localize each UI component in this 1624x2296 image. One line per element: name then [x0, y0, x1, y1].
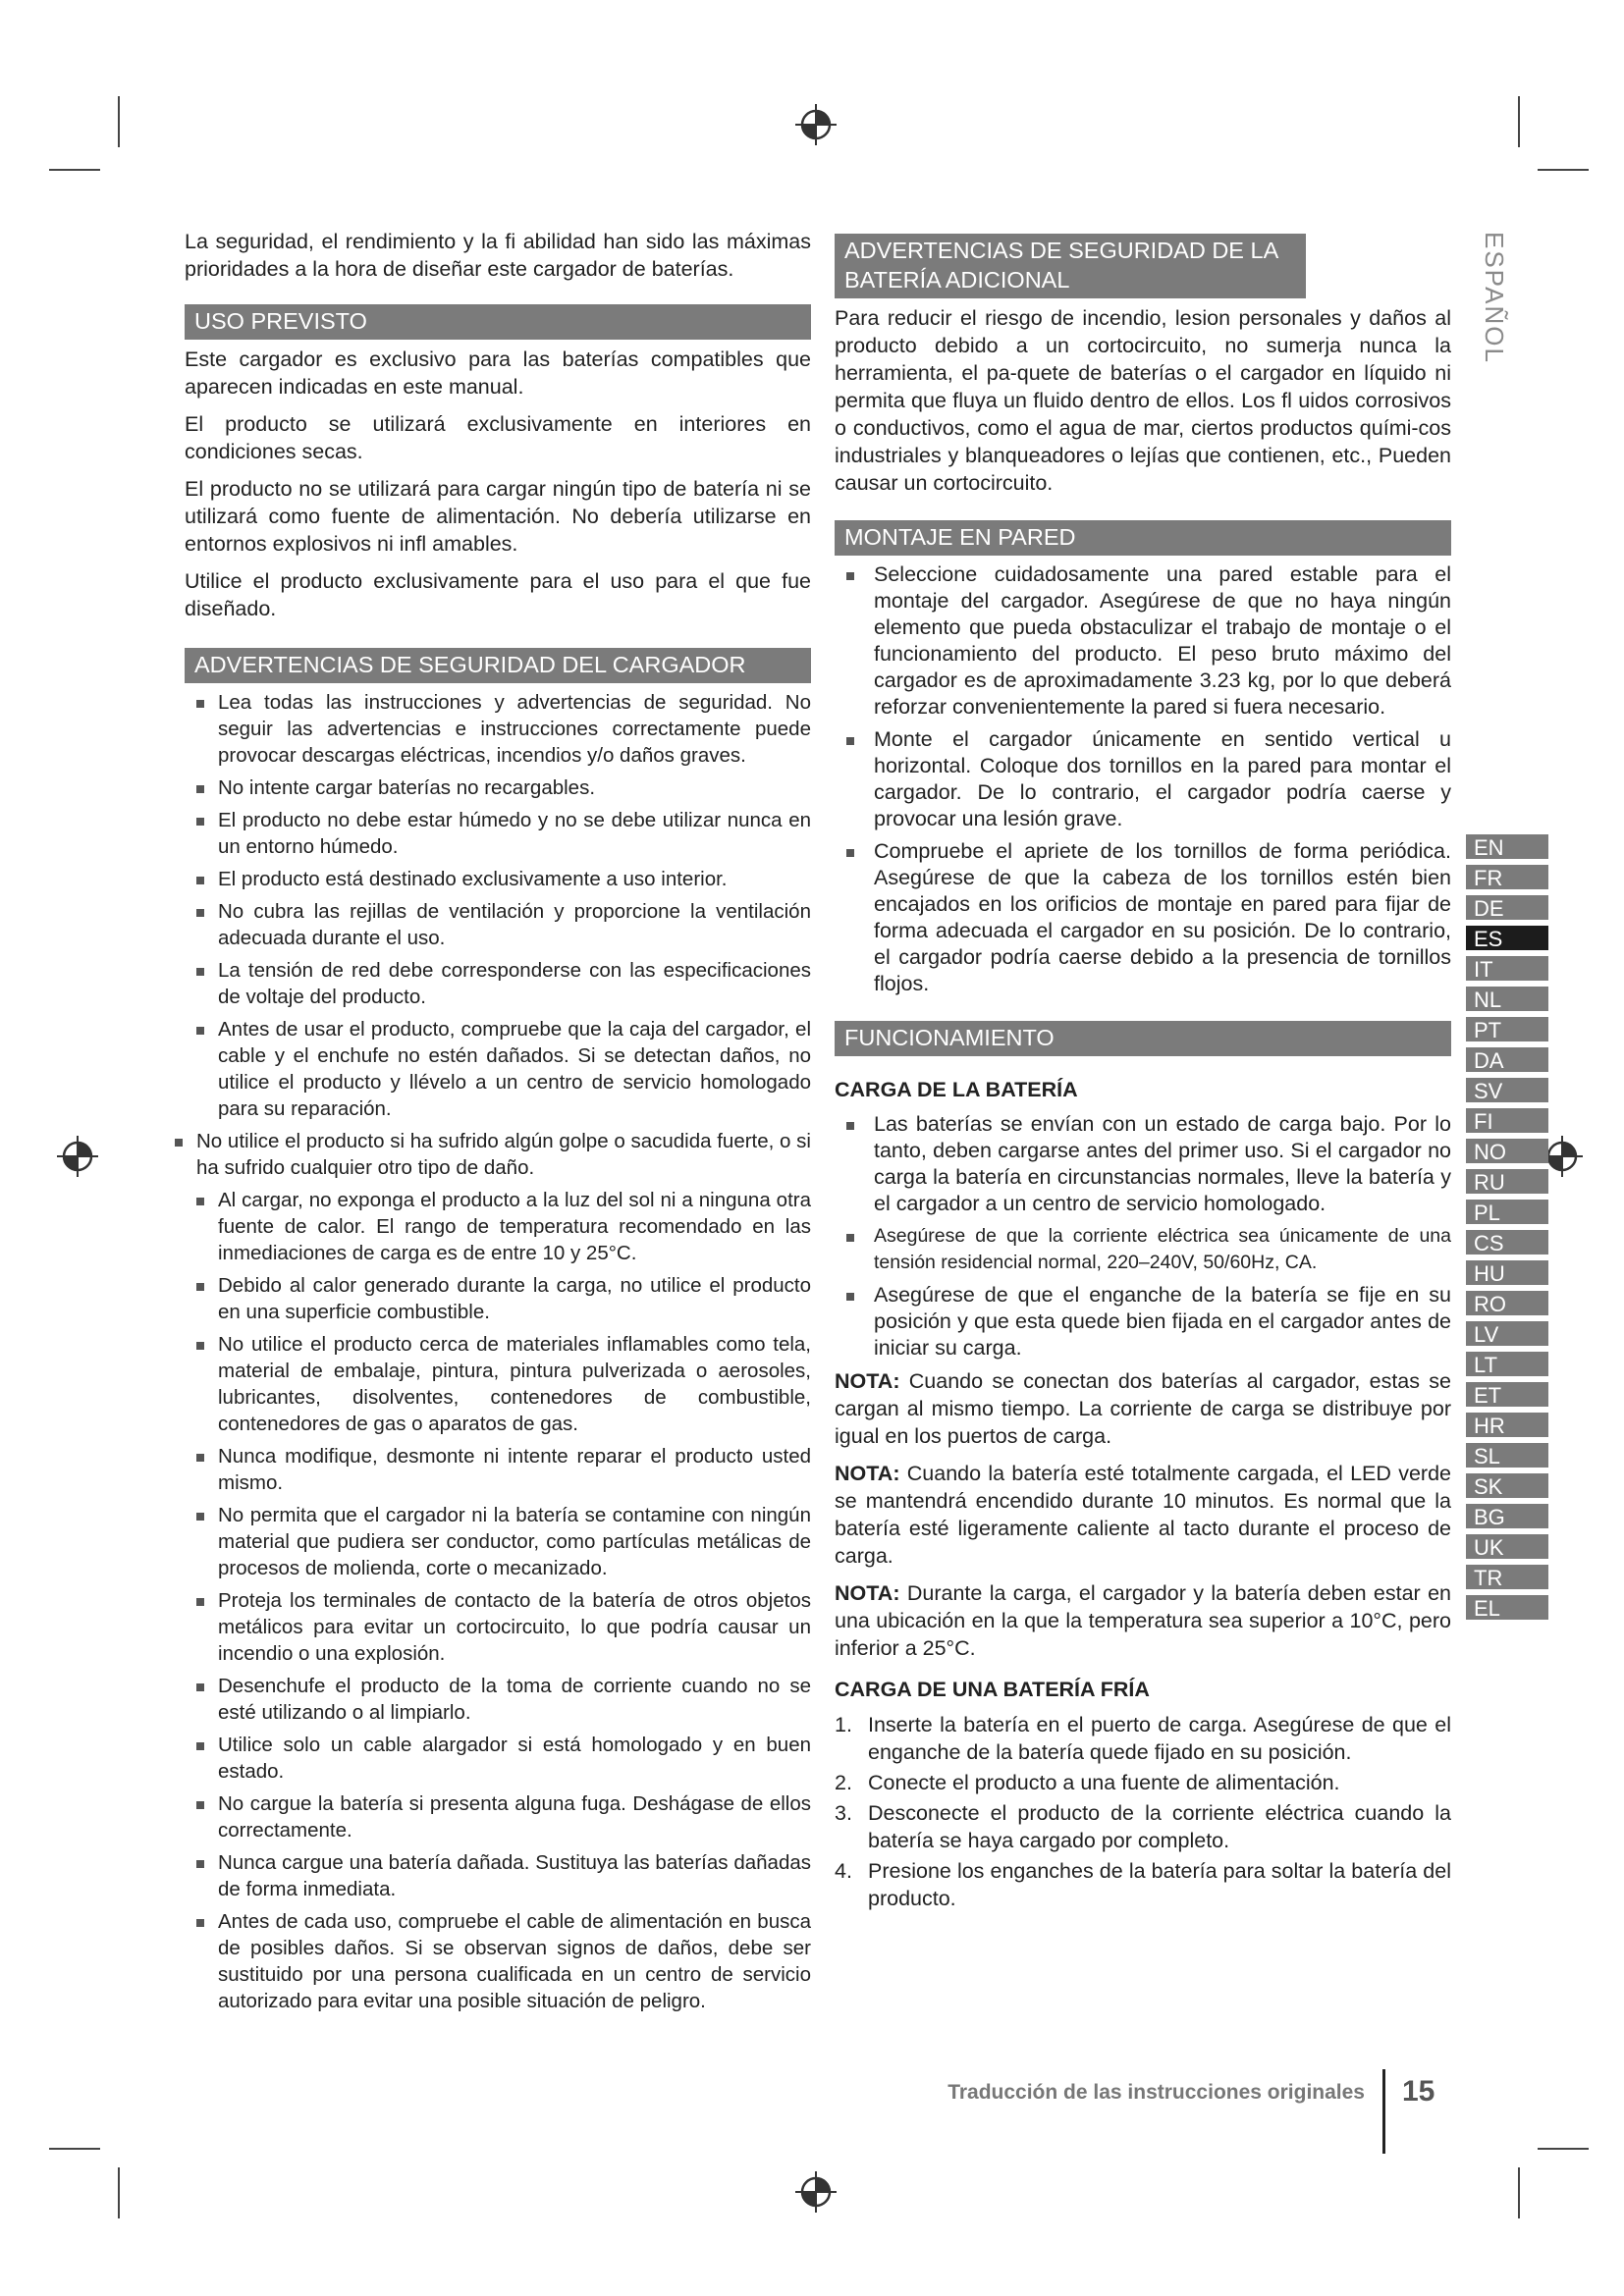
crop-mark	[1538, 2148, 1589, 2150]
language-tab-et[interactable]: ET	[1466, 1380, 1548, 1407]
language-tab-sk[interactable]: SK	[1466, 1471, 1548, 1498]
language-side-label: ESPAÑOL	[1480, 232, 1509, 364]
list-item: No utilice el producto cerca de materiales inflamables como tela, material de embalaje, pintura, pintura pulverizada o aerosoles, lubricantes, disolventes, contenedores de combustible, contenedores de gas o aparatos de gas.	[185, 1331, 811, 1437]
registration-mark-icon	[55, 1134, 100, 1179]
list-item: No cargue la batería si presenta alguna fuga. Deshágase de ellos correctamente.	[185, 1790, 811, 1843]
note-text: Cuando la batería esté totalmente cargada, el LED verde se mantendrá encendido durante 10 minutos. Es normal que la batería esté ligeramente caliente al tacto durante el proceso de carga.	[835, 1462, 1451, 1568]
page-number: 15	[1402, 2075, 1435, 2108]
section-heading-uso-previsto: USO PREVISTO	[185, 304, 811, 340]
list-item: Nunca modifique, desmonte ni intente reparar el producto usted mismo.	[185, 1443, 811, 1496]
paragraph: Para reducir el riesgo de incendio, lesion personales y daños al producto debido a un cortocircuito, no sumerja nunca la herramienta, el pa-quete de baterías o el cargador en líquido ni permita que fluya un fluido dentro de ellos. Los fl uidos corrosivos o conductivos, como el agua de mar, ciertos productos quími-cos industriales y blanqueadores o lejías que contienen, etc., Pueden causar un cortocircuito.	[835, 306, 1451, 495]
language-tab-lt[interactable]: LT	[1466, 1350, 1548, 1376]
step-item	[835, 1799, 1451, 1854]
crop-mark	[1518, 96, 1520, 147]
registration-mark-icon	[793, 2169, 839, 2215]
paragraph: Utilice el producto exclusivamente para el uso para el que fue diseñado.	[185, 569, 811, 620]
note-text: Cuando se conectan dos baterías al cargador, estas se cargan al mismo tiempo. La corriente de carga se distribuye por igual en los puertos de carga.	[835, 1369, 1451, 1448]
crop-mark	[1518, 2167, 1520, 2218]
language-tab-sl[interactable]: SL	[1466, 1441, 1548, 1468]
note-label: NOTA:	[835, 1369, 900, 1393]
language-tab-pt[interactable]: PT	[1466, 1015, 1548, 1041]
list-item: Asegúrese de que la corriente eléctrica sea únicamente de una tensión residencial normal, 220–240V, 50/60Hz, CA.	[835, 1223, 1451, 1276]
note	[835, 1460, 1451, 1570]
list-item: Proteja los terminales de contacto de la batería de otros objetos metálicos para evitar un cortocircuito, lo que podría causar un incendio o una explosión.	[185, 1587, 811, 1667]
list-item: El producto está destinado exclusivamente a uso interior.	[185, 866, 811, 892]
subheading-carga: CARGA DE LA BATERÍA	[835, 1078, 1078, 1101]
language-tab-es[interactable]: ES	[1466, 924, 1548, 950]
list-item: Lea todas las instrucciones y advertencias de seguridad. No seguir las advertencias e instrucciones correctamente puede provocar descargas eléctricas, incendios y/o daños graves.	[185, 689, 811, 769]
paragraph: Este cargador es exclusivo para las baterías compatibles que aparecen indicadas en este manual.	[185, 347, 811, 399]
list-item: Debido al calor generado durante la carga, no utilice el producto en una superficie combustible.	[185, 1272, 811, 1325]
language-tab-uk[interactable]: UK	[1466, 1532, 1548, 1559]
list-item: Nunca cargue una batería dañada. Sustituya las baterías dañadas de forma inmediata.	[185, 1849, 811, 1902]
step-item	[835, 1769, 1451, 1796]
list-item: Seleccione cuidadosamente una pared estable para el montaje del cargador. Asegúrese de que no haya ningún elemento que pueda obstaculizar el trabajo de montaje o el funcionamiento del producto. El peso bruto máximo del cargador es de aproximadamente 3.23 kg, por lo que deberá reforzar convenientemente la pared si fuera necesario.	[835, 561, 1451, 721]
section-heading-bateria-adicional: ADVERTENCIAS DE SEGURIDAD DE LA BATERÍA ADICIONAL	[835, 234, 1306, 298]
step-number: 3.	[835, 1801, 852, 1825]
section-heading-montaje: MONTAJE EN PARED	[835, 520, 1451, 556]
language-tab-fr[interactable]: FR	[1466, 863, 1548, 889]
step-text: Desconecte el producto de la corriente eléctrica cuando la batería se haya cargado por completo.	[868, 1801, 1451, 1852]
step-number: 1.	[835, 1713, 852, 1736]
step-item	[835, 1711, 1451, 1766]
language-tab-nl[interactable]: NL	[1466, 985, 1548, 1011]
language-tab-pl[interactable]: PL	[1466, 1198, 1548, 1224]
language-tab-en[interactable]: EN	[1466, 832, 1548, 859]
list-item: Asegúrese de que el enganche de la batería se fije en su posición y que esta quede bien fijada en el cargador antes de iniciar su carga.	[835, 1282, 1451, 1362]
step-text: Conecte el producto a una fuente de alimentación.	[868, 1771, 1340, 1794]
crop-mark	[1538, 169, 1589, 171]
language-tab-sv[interactable]: SV	[1466, 1076, 1548, 1102]
intro-paragraph: La seguridad, el rendimiento y la fi abilidad han sido las máximas prioridades a la hora de diseñar este cargador de baterías.	[185, 230, 811, 281]
crop-mark	[49, 169, 100, 171]
footer-divider	[1382, 2069, 1385, 2154]
language-tab-lv[interactable]: LV	[1466, 1319, 1548, 1346]
footer-translation-note: Traducción de las instrucciones originales	[947, 2081, 1365, 2104]
note-label: NOTA:	[835, 1581, 900, 1605]
note-text: Durante la carga, el cargador y la batería deben estar en una ubicación en la que la temperatura sea superior a 10°C, pero inferior a 25°C.	[835, 1581, 1451, 1660]
mounting-list	[835, 561, 1451, 997]
cold-battery-steps	[835, 1711, 1451, 1912]
language-tab-el[interactable]: EL	[1466, 1593, 1548, 1620]
step-text: Presione los enganches de la batería para soltar la batería del producto.	[868, 1859, 1451, 1910]
language-tab-no[interactable]: NO	[1466, 1137, 1548, 1163]
language-tab-cs[interactable]: CS	[1466, 1228, 1548, 1255]
section-heading-funcionamiento: FUNCIONAMIENTO	[835, 1021, 1451, 1056]
language-tab-hr[interactable]: HR	[1466, 1411, 1548, 1437]
charging-list	[835, 1111, 1451, 1362]
warning-list	[185, 689, 811, 2014]
language-tab-fi[interactable]: FI	[1466, 1106, 1548, 1133]
note	[835, 1579, 1451, 1662]
language-tab-tr[interactable]: TR	[1466, 1563, 1548, 1589]
list-item: Al cargar, no exponga el producto a la luz del sol ni a ninguna otra fuente de calor. El rango de temperatura recomendado en las inmediaciones de carga es de entre 10 y 25°C.	[185, 1187, 811, 1266]
language-tab-de[interactable]: DE	[1466, 893, 1548, 920]
step-item	[835, 1857, 1451, 1912]
list-item: No utilice el producto si ha sufrido algún golpe o sacudida fuerte, o si ha sufrido cualquier otro tipo de daño.	[163, 1128, 811, 1181]
list-item: La tensión de red debe corresponderse con las especificaciones de voltaje del producto.	[185, 957, 811, 1010]
crop-mark	[118, 96, 120, 147]
language-tab-da[interactable]: DA	[1466, 1045, 1548, 1072]
paragraph: El producto no se utilizará para cargar ningún tipo de batería ni se utilizará como fuente de alimentación. No debería utilizarse en entornos explosivos ni infl amables.	[185, 477, 811, 556]
list-item: Desenchufe el producto de la toma de corriente cuando no se esté utilizando o al limpiarlo.	[185, 1673, 811, 1726]
list-item: Antes de usar el producto, compruebe que la caja del cargador, el cable y el enchufe no estén dañados. Si se detectan daños, no utilice el producto y llévelo a un centro de servicio homologado para su reparación.	[185, 1016, 811, 1122]
crop-mark	[118, 2167, 120, 2218]
paragraph: El producto se utilizará exclusivamente en interiores en condiciones secas.	[185, 412, 811, 463]
list-item: El producto no debe estar húmedo y no se debe utilizar nunca en un entorno húmedo.	[185, 807, 811, 860]
list-item: Monte el cargador únicamente en sentido vertical u horizontal. Coloque dos tornillos en la pared para montar el cargador. De lo contrario, el cargador podría caerse y provocar una lesión grave.	[835, 726, 1451, 832]
list-item: Antes de cada uso, compruebe el cable de alimentación en busca de posibles daños. Si se observan signos de daños, debe ser sustituido por una persona cualificada en un centro de servicio autorizado para evitar una posible situación de peligro.	[185, 1908, 811, 2014]
registration-mark-icon	[793, 102, 839, 147]
left-column	[185, 228, 811, 2020]
list-item: No cubra las rejillas de ventilación y proporcione la ventilación adecuada durante el uso.	[185, 898, 811, 951]
list-item: Compruebe el apriete de los tornillos de forma periódica. Asegúrese de que la cabeza de los tornillos estén bien encajados en los orificios de montaje en pared para fijar de forma adecuada el cargador en su posición. De lo contrario, el cargador podría caerse debido a la presencia de tornillos flojos.	[835, 838, 1451, 997]
crop-mark	[49, 2148, 100, 2150]
step-number: 2.	[835, 1771, 852, 1794]
section-heading-advertencias-cargador: ADVERTENCIAS DE SEGURIDAD DEL CARGADOR	[185, 648, 811, 683]
list-item: No permita que el cargador ni la batería se contamine con ningún material que pudiera ser conductor, como partículas metálicas de procesos de molienda, corte o mecanizado.	[185, 1502, 811, 1581]
subheading-bateria-fria: CARGA DE UNA BATERÍA FRÍA	[835, 1678, 1150, 1701]
note	[835, 1367, 1451, 1450]
language-tab-hu[interactable]: HU	[1466, 1258, 1548, 1285]
list-item: Las baterías se envían con un estado de carga bajo. Por lo tanto, deben cargarse antes del primer uso. Si el cargador no carga la batería en circunstancias normales, lleve la batería y el cargador a un centro de servicio homologado.	[835, 1111, 1451, 1217]
list-item: No intente cargar baterías no recargables.	[185, 774, 811, 801]
language-tab-ru[interactable]: RU	[1466, 1167, 1548, 1194]
language-tab-bg[interactable]: BG	[1466, 1502, 1548, 1528]
list-item: Utilice solo un cable alargador si está homologado y en buen estado.	[185, 1732, 811, 1785]
language-tab-it[interactable]: IT	[1466, 954, 1548, 981]
right-column	[835, 234, 1451, 1915]
step-number: 4.	[835, 1859, 852, 1883]
step-text: Inserte la batería en el puerto de carga. Asegúrese de que el enganche de la batería quede fijado en su posición.	[868, 1713, 1451, 1764]
note-label: NOTA:	[835, 1462, 900, 1485]
language-tab-ro[interactable]: RO	[1466, 1289, 1548, 1315]
